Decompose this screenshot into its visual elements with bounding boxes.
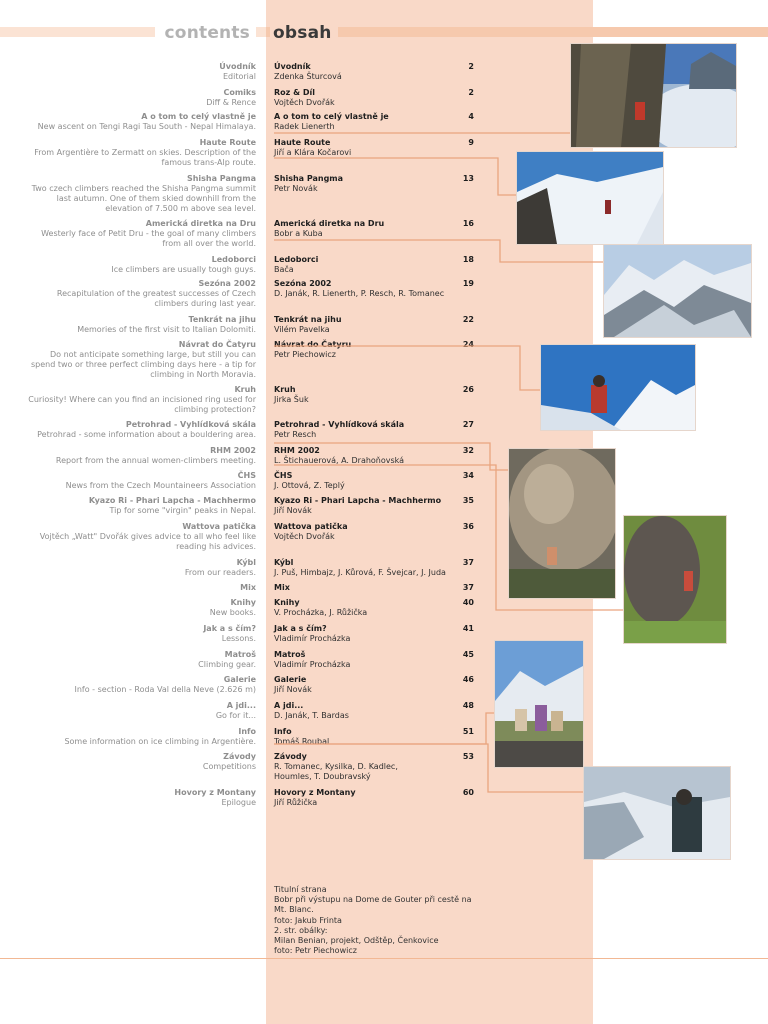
entry-description: Go for it...: [215, 711, 256, 720]
connector-line: [274, 158, 517, 195]
page-number: 45: [462, 650, 474, 659]
page-number: 2: [468, 88, 474, 97]
entry-title: Jak a s čím?: [274, 624, 327, 633]
entry-description: Two czech climbers reached the Shisha Pangma summit: [31, 184, 256, 193]
entry-author: Vojtěch Dvořák: [274, 98, 335, 107]
entry-description: Epilogue: [221, 798, 256, 807]
entry-title: Mix: [240, 583, 256, 592]
entry-title: Shisha Pangma: [186, 174, 256, 183]
photo-mountain-panorama: [604, 245, 751, 337]
entry-description: reading his advices.: [176, 542, 256, 551]
entry-title: A jdi...: [274, 701, 304, 710]
entry-description: climbing protection?: [174, 405, 256, 414]
entry-author: Petr Piechowicz: [274, 350, 336, 359]
page-number: 32: [462, 446, 474, 455]
entry-title: Roz & Díl: [274, 88, 315, 97]
page-title-english: contents: [155, 22, 256, 44]
entry-description: climbing in North Moravia.: [150, 370, 256, 379]
page-number: 22: [462, 315, 474, 324]
entry-description: elevation of 7.500 m above sea level.: [105, 204, 256, 213]
entry-author: Radek Lienerth: [274, 122, 335, 131]
cover-credit-line: Bobr při výstupu na Dome de Gouter při cestě na: [274, 895, 472, 905]
entry-description: New books.: [209, 608, 256, 617]
entry-description: Petrohrad - some information about a bouldering area.: [37, 430, 256, 439]
entry-author: L. Štichauerová, A. Drahoňovská: [274, 456, 405, 465]
cover-credit-line: Milan Benian, projekt, Odštěp, Čenkovice: [274, 936, 439, 946]
entry-author: Zdenka Šturcová: [274, 72, 342, 81]
page-number: 24: [462, 340, 474, 349]
entry-author: Bobr a Kuba: [274, 229, 323, 238]
connector-line: [274, 346, 541, 390]
entry-title: Úvodník: [274, 62, 311, 71]
entry-author: Jiří Růžička: [274, 798, 318, 807]
entry-title: Návrat do Čatyru: [178, 340, 256, 349]
entry-description: climbers during last year.: [154, 299, 256, 308]
photo-climber-cliff-clouds: [571, 44, 736, 147]
entry-author: Vladimír Procházka: [274, 660, 351, 669]
entry-author: Jirka Šuk: [274, 395, 309, 404]
photo-ice-climber: [584, 767, 730, 859]
entry-title: RHM 2002: [210, 446, 256, 455]
entry-title: Petrohrad - Vyhlídková skála: [274, 420, 405, 429]
entry-author: Tomáš Roubal: [274, 737, 330, 746]
entry-description: Ice climbers are usually tough guys.: [111, 265, 256, 274]
entry-title: Jak a s čím?: [203, 624, 256, 633]
connector-line: [274, 713, 495, 744]
entry-title: Kruh: [234, 385, 256, 394]
photo-snow-ridge-climber: [517, 152, 663, 244]
cover-credit-line: foto: Petr Piechowicz: [274, 946, 357, 956]
entry-title: Galerie: [274, 675, 307, 684]
cover-credit-line: Mt. Blanc.: [274, 905, 314, 915]
cover-credit-line: Titulní strana: [274, 885, 327, 894]
entry-title: Ledoborci: [211, 255, 256, 264]
entry-title: Hovory z Montany: [174, 788, 256, 797]
entry-description: New ascent on Tengi Ragi Tau South - Nepal Himalaya.: [37, 122, 256, 131]
page-number: 46: [462, 675, 474, 684]
entry-description: Competitions: [202, 762, 256, 771]
entry-title: Ledoborci: [274, 255, 319, 264]
entry-author: Vladimír Procházka: [274, 634, 351, 643]
page-number: 51: [462, 727, 474, 736]
entry-title: Knihy: [230, 598, 256, 607]
entry-title: Sezóna 2002: [274, 279, 332, 288]
page-number: 37: [462, 558, 474, 567]
page-number: 2: [468, 62, 474, 71]
entry-title: Americká diretka na Dru: [145, 219, 256, 228]
entry-description: Westerly face of Petit Dru - the goal of many climbers: [41, 229, 256, 238]
entry-title: Tenkrát na jihu: [188, 315, 256, 324]
entry-author: Vojtěch Dvořák: [274, 532, 335, 541]
page-number: 36: [462, 522, 474, 531]
entry-title: Kyazo Ri - Phari Lapcha - Machhermo: [274, 496, 442, 505]
photo-summit-climber-blue-sky: [541, 345, 695, 430]
entry-title: Petrohrad - Vyhlídková skála: [125, 420, 256, 429]
entry-title: A jdi...: [226, 701, 256, 710]
entry-author: J. Puš, Himbajz, J. Kůrová, F. Švejcar, J. Juda: [274, 568, 446, 577]
entry-description: Do not anticipate something large, but still you can: [50, 350, 256, 359]
entry-description: Diff & Rence: [206, 98, 256, 107]
page-number: 34: [462, 471, 474, 480]
photo-boulder-green: [624, 516, 726, 643]
photo-group-women-climbers: [495, 641, 583, 767]
entry-description: Editorial: [222, 72, 256, 81]
entry-title: Haute Route: [199, 138, 256, 147]
entry-description: From our readers.: [184, 568, 256, 577]
entry-title: Mix: [274, 583, 290, 592]
entry-title: Shisha Pangma: [274, 174, 344, 183]
entry-description: Curiosity! Where can you find an incisioned ring used for: [28, 395, 256, 404]
entry-title: A o tom to celý vlastně je: [141, 112, 256, 121]
page-number: 53: [462, 752, 474, 761]
page-number: 19: [462, 279, 474, 288]
entry-title: Závody: [223, 752, 256, 761]
entry-title: Wattova patička: [274, 522, 348, 531]
page-number: 13: [462, 174, 474, 183]
entry-title: Galerie: [223, 675, 256, 684]
entry-description: Info - section - Roda Val della Neve (2.626 m): [74, 685, 256, 694]
entry-title: Návrat do Čatyru: [274, 340, 352, 349]
entry-author: Houmles, T. Doubravský: [274, 772, 371, 781]
entry-description: Vojtěch „Watt" Dvořák gives advice to all who feel like: [39, 532, 256, 541]
entry-author: D. Janák, R. Lienerth, P. Resch, R. Tomanec: [274, 289, 445, 298]
page-title-czech: obsah: [270, 22, 338, 44]
page-number: 37: [462, 583, 474, 592]
entry-description: Report from the annual women-climbers meeting.: [55, 456, 256, 465]
entry-title: Kyazo Ri - Phari Lapcha - Machhermo: [88, 496, 256, 505]
entry-description: from all over the world.: [162, 239, 256, 248]
entry-title: RHM 2002: [274, 446, 320, 455]
entry-title: Info: [274, 727, 292, 736]
page-number: 40: [462, 598, 474, 607]
entry-title: Úvodník: [219, 62, 256, 71]
entry-description: spend two or three perfect climbing days here - a tip for: [31, 360, 256, 369]
entry-title: Knihy: [274, 598, 300, 607]
entry-title: Americká diretka na Dru: [274, 219, 385, 228]
entry-description: Some information on ice climbing in Argentière.: [64, 737, 256, 746]
entry-title: Sezóna 2002: [198, 279, 256, 288]
entry-title: A o tom to celý vlastně je: [274, 112, 389, 121]
entry-description: News from the Czech Mountaineers Association: [65, 481, 256, 490]
entry-title: ČHS: [237, 471, 256, 480]
entry-author: J. Ottová, Z. Teplý: [274, 481, 345, 490]
entry-description: From Argentière to Zermatt on skies. Description of the: [34, 148, 256, 157]
page-number: 60: [462, 788, 474, 797]
page-number: 48: [462, 701, 474, 710]
entry-title: Závody: [274, 752, 307, 761]
page-number: 16: [462, 219, 474, 228]
entry-title: Tenkrát na jihu: [274, 315, 342, 324]
page-number: 35: [462, 496, 474, 505]
page-number: 4: [468, 112, 474, 121]
entry-author: V. Procházka, J. Růžička: [274, 608, 368, 617]
entry-title: Kýbl: [236, 558, 256, 567]
entry-title: Comiks: [223, 88, 256, 97]
entry-description: Lessons.: [221, 634, 256, 643]
page-number: 27: [462, 420, 474, 429]
entry-description: Recapitulation of the greatest successes of Czech: [56, 289, 256, 298]
page-number: 18: [462, 255, 474, 264]
entry-author: Vilém Pavelka: [274, 325, 330, 334]
entry-author: D. Janák, T. Bardas: [274, 711, 349, 720]
entry-author: Petr Novák: [274, 184, 318, 193]
entry-description: Tip for some "virgin" peaks in Nepal.: [109, 506, 256, 515]
entry-title: Matroš: [274, 650, 306, 659]
page-number: 9: [468, 138, 474, 147]
page-number: 26: [462, 385, 474, 394]
entry-author: Jiří Novák: [274, 506, 312, 515]
photo-boulder-climber: [509, 449, 615, 598]
entry-title: ČHS: [274, 471, 293, 480]
entry-title: Kruh: [274, 385, 296, 394]
entry-title: Wattova patička: [182, 522, 256, 531]
connector-line: [274, 443, 509, 470]
entry-title: Info: [238, 727, 256, 736]
entry-title: Kýbl: [274, 558, 294, 567]
cover-credit-line: 2. str. obálky:: [274, 925, 328, 935]
entry-description: Memories of the first visit to Italian Dolomiti.: [77, 325, 256, 334]
entry-description: Climbing gear.: [198, 660, 256, 669]
entry-description: famous trans-Alp route.: [161, 158, 256, 167]
entry-author: Bača: [274, 265, 294, 274]
page-number: 41: [462, 624, 474, 633]
entry-title: Haute Route: [274, 138, 331, 147]
cover-credit-line: foto: Jakub Frinta: [274, 915, 342, 925]
entry-author: Jiří a Klára Kočarovi: [274, 148, 352, 157]
entry-title: Hovory z Montany: [274, 788, 356, 797]
entry-author: R. Tomanec, Kysilka, D. Kadlec,: [274, 762, 398, 771]
entry-author: Jiří Novák: [274, 685, 312, 694]
entry-title: Matroš: [224, 650, 256, 659]
entry-author: Petr Resch: [274, 430, 317, 439]
entry-description: last autumn. One of them skied downhill from the: [56, 194, 256, 203]
